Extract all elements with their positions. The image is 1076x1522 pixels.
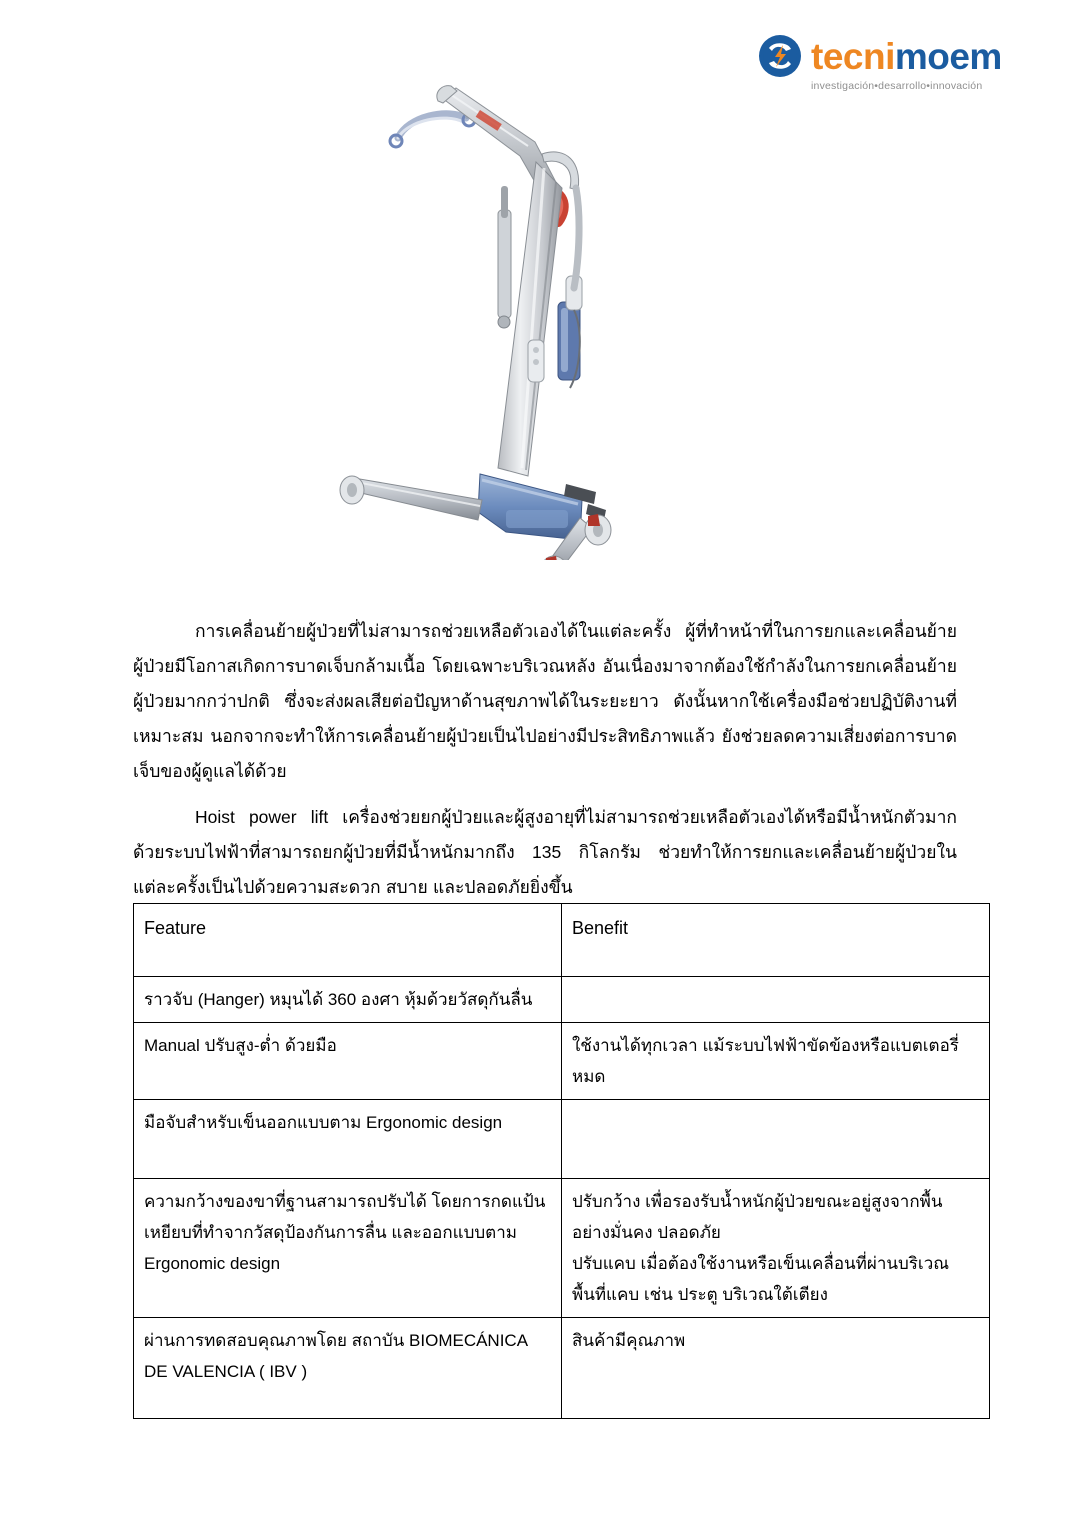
paragraph-2: Hoist power lift เครื่องช่วยยกผู้ป่วยและผู้สูงอายุที่ไม่สามารถช่วยเหลือตัวเองได้หรือมีน้ำหนักตัวมากด้วยระบบไฟฟ้าที่สามารถยกผู้ป่วยที่มีน้ำหนักมากถึง 135 กิโลกรัม ช่วยทำให้การยกและเคลื่อนย้ายผู้ป่วยในแต่ละครั้งเป็นไปด้วยความสะดวก สบาย และปลอดภัยยิ่งขึ้น (133, 807, 957, 897)
feature-cell: ผ่านการทดสอบคุณภาพโดย สถาบัน BIOMECÁNICA DE VALENCIA ( IBV ) (134, 1318, 562, 1419)
benefit-cell: สินค้ามีคุณภาพ (562, 1318, 990, 1419)
lift-actuator (498, 186, 511, 328)
benefit-cell (562, 977, 990, 1023)
feature-cell: Manual ปรับสูง-ต่ำ ด้วยมือ (134, 1023, 562, 1100)
brand-logo (757, 33, 1025, 95)
benefit-line: ปรับกว้าง เพื่อรองรับน้ำหนักผู้ป่วยขณะอยู่สูงจากพื้นอย่างมั่นคง ปลอดภัย (572, 1192, 943, 1242)
table-row (134, 1023, 990, 1100)
feature-cell: ความกว้างของขาที่ฐานสามารถปรับได้ โดยการกดแป้นเหยียบที่ทำจากวัสดุป้องกันการลื่น และออกแบบตาม Ergonomic design (134, 1179, 562, 1318)
feature-cell: มือจับสำหรับเข็นออกแบบตาม Ergonomic design (134, 1100, 562, 1179)
body-copy (133, 614, 957, 916)
table-row (134, 977, 990, 1023)
logo-word-tecni: tecni (811, 35, 895, 77)
table-row (134, 1179, 990, 1318)
patient-hoist-lift-photo (330, 70, 730, 560)
paragraph-1: การเคลื่อนย้ายผู้ป่วยที่ไม่สามารถช่วยเหลือตัวเองได้ในแต่ละครั้ง ผู้ที่ทำหน้าที่ในการยกและเคลื่อนย้ายผู้ป่วยมีโอกาสเกิดการบาดเจ็บกล้ามเนื้อ โดยเฉพาะบริเวณหลัง อันเนื่องมาจากต้องใช้กำลังในการยกเคลื่อนย้ายผู้ป่วยมากกว่าปกติ ซึ่งจะส่งผลเสียต่อปัญหาด้านสุขภาพได้ในระยะยาว ดังนั้นหากใช้เครื่องมือช่วยปฏิบัติงานที่เหมาะสม นอกจากจะทำให้การเคลื่อนย้ายผู้ป่วยเป็นไปอย่างมีประสิทธิภาพแล้ว ยังช่วยลดความเสี่ยงต่อการบาดเจ็บของผู้ดูแลได้ด้วย (133, 621, 957, 781)
logo-wordmark (811, 35, 1002, 77)
logo-tagline: investigación•desarrollo•innovación (811, 80, 983, 92)
benefit-line: ปรับแคบ เมื่อต้องใช้งานหรือเข็นเคลื่อนที่ผ่านบริเวณพื้นที่แคบ เช่น ประตู บริเวณใต้เตียง (572, 1254, 950, 1304)
column-header-feature: Feature (134, 904, 562, 977)
circular-arrow-logo-icon (757, 33, 803, 79)
logo-word-moem: moem (894, 35, 1002, 77)
benefit-cell (562, 1100, 990, 1179)
base-chassis (478, 474, 582, 540)
feature-benefit-table (133, 903, 990, 1419)
logo-row (757, 33, 1025, 79)
table-row (134, 1318, 990, 1419)
table-header-row (134, 904, 990, 977)
feature-cell: ราวจับ (Hanger) หมุนได้ 360 องศา หุ้มด้วยวัสดุกันลื่น (134, 977, 562, 1023)
benefit-cell (562, 1179, 990, 1318)
table-row (134, 1100, 990, 1179)
benefit-cell: ใช้งานได้ทุกเวลา แม้ระบบไฟฟ้าขัดข้องหรือแบตเตอรี่หมด (562, 1023, 990, 1100)
column-header-benefit: Benefit (562, 904, 990, 977)
